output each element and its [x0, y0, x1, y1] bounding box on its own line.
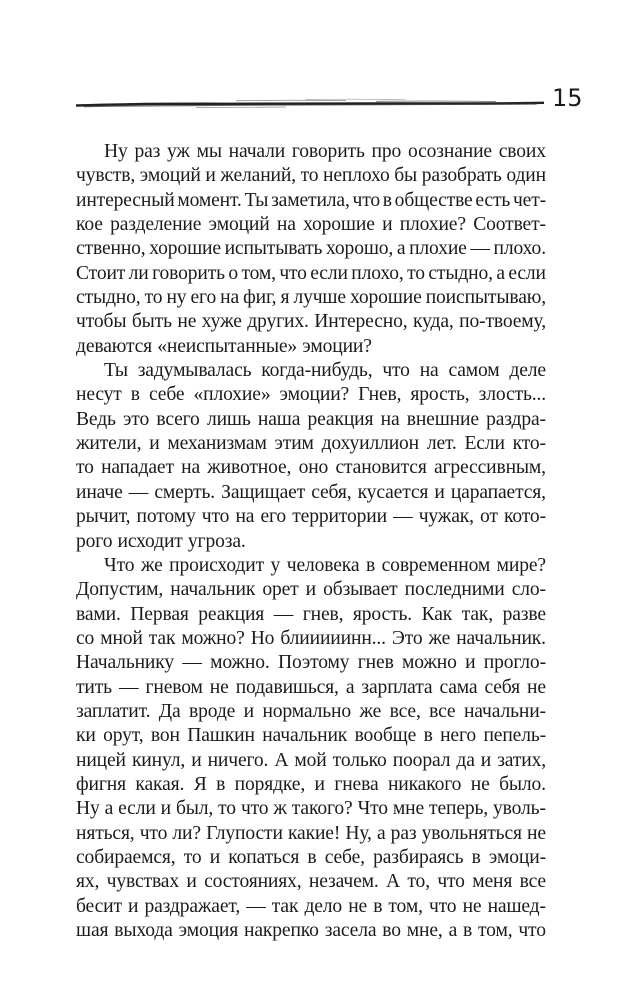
text-line: рого исходит угроза. — [76, 530, 246, 552]
header-rule — [76, 94, 544, 112]
text-line: Ну раз уж мы начали говорить про осознание своих — [104, 141, 546, 162]
page-number: 15 — [552, 84, 583, 112]
text-line: тить — гневом не подавишься, а зарплата сама себя не — [76, 676, 546, 698]
text-line: ки орут, вон Пашкин начальник вообще в него пепель- — [76, 725, 546, 747]
text-line: чувств, эмоций и желаний, то неплохо бы разобрать один — [76, 165, 546, 187]
text-line: няться, что ли? Глупости какие! Ну, а раз увольняться не — [76, 822, 546, 844]
paragraph — [76, 554, 546, 944]
text-line: Ну а если и был, то что ж такого? Что мне теперь, уволь- — [76, 798, 546, 820]
text-line: интересный момент. Ты заметила, что в обществе есть чет- — [76, 189, 546, 211]
text-line: заплатит. Да вроде и нормально же все, все начальни- — [76, 700, 546, 722]
text-line: деваются «неиспытанные» эмоции? — [76, 335, 372, 357]
text-line: ственно, хорошие испытывать хорошо, а плохие — плохо. — [76, 238, 546, 260]
text-line: бесит и раздражает, — так дело не в том, что не нашед- — [76, 895, 546, 917]
text-line: иначе — смерть. Защищает себя, кусается и царапается, — [76, 481, 546, 503]
text-line: кое разделение эмоций на хорошие и плохие? Соответ- — [76, 214, 546, 236]
text-line: рычит, потому что на его территории — чужак, от кото- — [76, 506, 546, 528]
text-line: жители, и механизмам этим дохуиллион лет. Если кто- — [76, 433, 546, 455]
text-line: со мной так можно? Но блииииинн... Это же начальник. — [76, 627, 546, 649]
text-line: Стоит ли говорить о том, что если плохо, то стыдно, а если — [76, 262, 546, 284]
text-line: то нападает на животное, оно становится агрессивным, — [76, 457, 546, 479]
text-line: чтобы быть не хуже других. Интересно, куда, по-твоему, — [76, 311, 546, 333]
paragraph — [76, 359, 546, 554]
text-line: ницей кинул, и ничего. А мой только поорал да и затих, — [76, 749, 546, 771]
text-line: собираемся, то и копаться в себе, разбираясь в эмоци- — [76, 846, 546, 868]
text-line: Допустим, начальник орет и обзывает последними сло- — [76, 579, 546, 601]
text-line: стыдно, то ну его на фиг, я лучше хорошие поиспытываю, — [76, 287, 546, 309]
text-line: Ты задумывалась когда-нибудь, что на самом деле — [104, 360, 546, 382]
text-line: вами. Первая реакция — гнев, ярость. Как так, разве — [76, 603, 546, 625]
paragraph — [76, 140, 546, 359]
text-line: несут в себе «плохие» эмоции? Гнев, ярость, злость... — [76, 384, 546, 406]
text-line: фигня какая. Я в порядке, и гнева никакого не было. — [76, 773, 546, 795]
text-line: ях, чувствах и состояниях, незачем. А то, что меня все — [76, 871, 546, 893]
text-line: Начальнику — можно. Поэтому гнев можно и проглo- — [76, 652, 546, 674]
body-text — [76, 140, 546, 943]
text-line: Что же происходит у человека в современном мире? — [104, 554, 546, 576]
text-line: шая выхода эмоция накрепко засела во мне, а в том, что — [76, 920, 546, 941]
text-line: Ведь это всего лишь наша реакция на внешние раздра- — [76, 408, 546, 430]
